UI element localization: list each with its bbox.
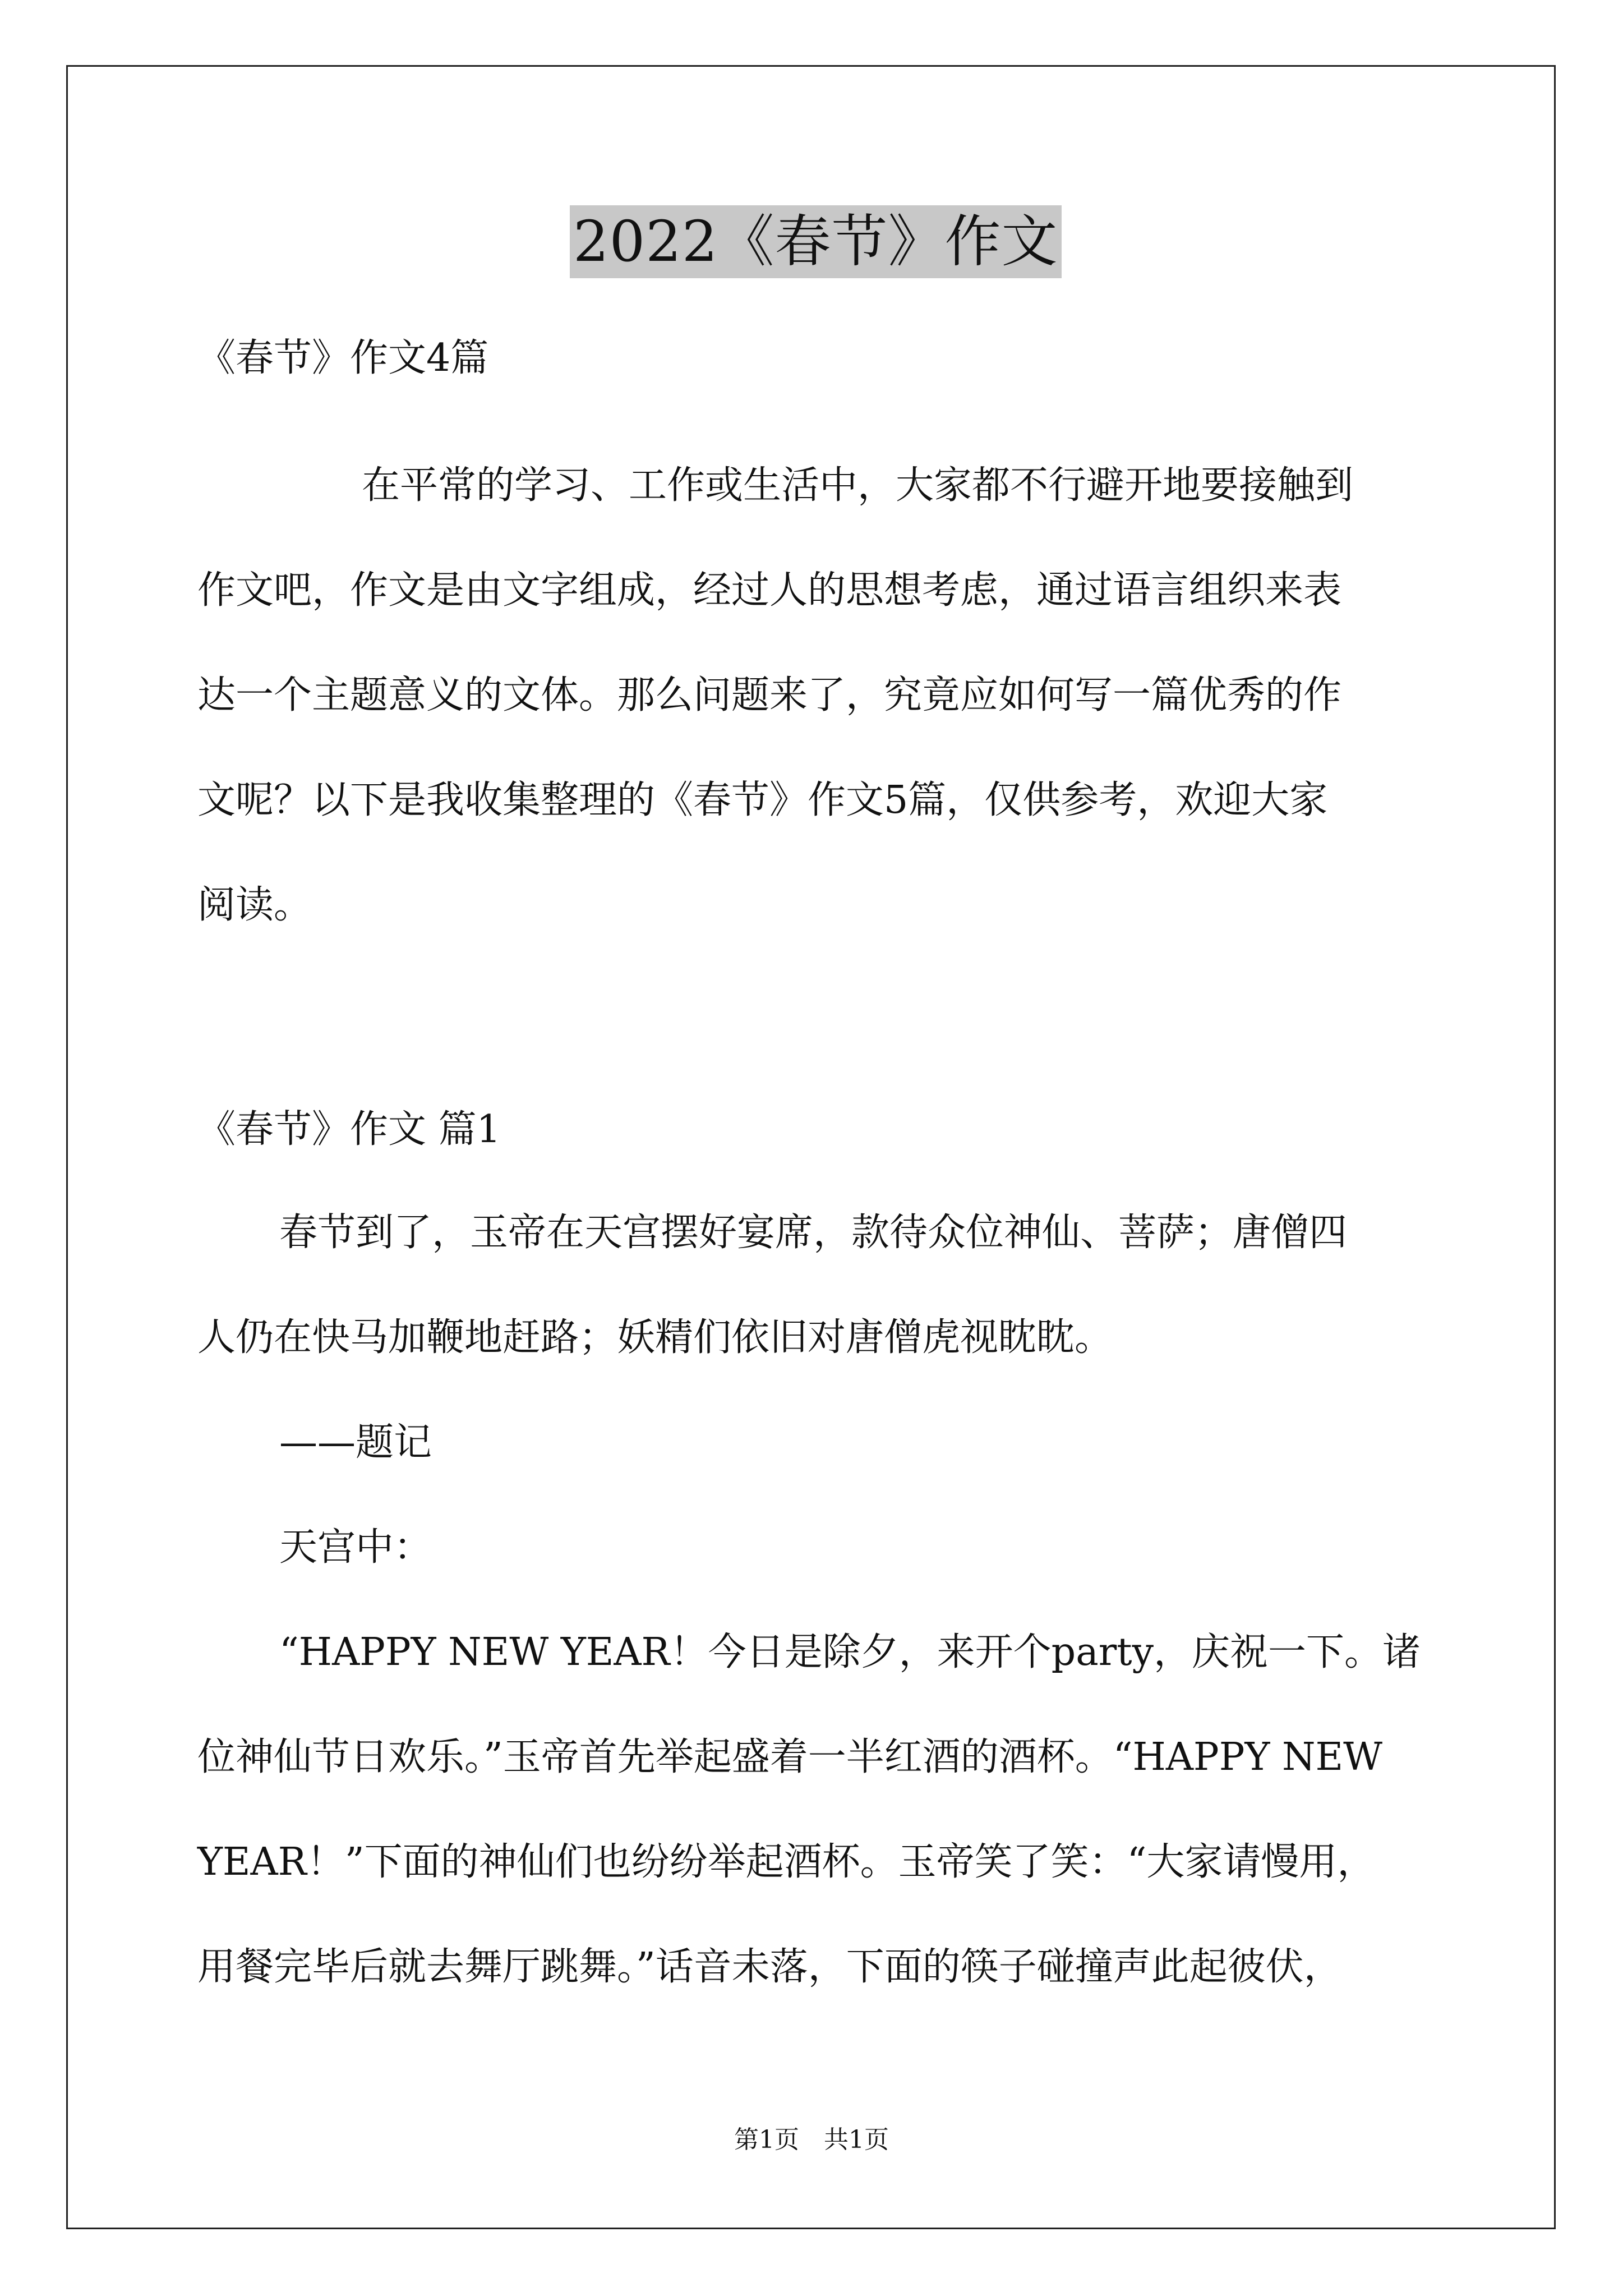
body-line-5: “HAPPY NEW YEAR！今日是除夕，来开个party，庆祝一下。诸 xyxy=(279,1630,1421,1674)
body-line-1: 春节到了，玉帝在天宫摆好宴席，款待众位神仙、菩萨；唐僧四 xyxy=(279,1211,1348,1255)
body-line-4: 天宫中： xyxy=(279,1525,432,1570)
intro-line-1: 在平常的学习、工作或生活中，大家都不行避开地要接触到 xyxy=(362,463,1354,508)
body-line-8: 用餐完毕后就去舞厅跳舞。”话音未落，下面的筷子碰撞声此起彼伏， xyxy=(197,1945,1342,1989)
body-line-3: ——题记 xyxy=(279,1420,432,1465)
intro-line-3: 达一个主题意义的文体。那么问题来了，究竟应如何写一篇优秀的作 xyxy=(197,673,1342,717)
body-line-6: 位神仙节日欢乐。”玉帝首先举起盛着一半红酒的酒杯。“HAPPY NEW xyxy=(197,1735,1382,1779)
body-line-7: YEAR！”下面的神仙们也纷纷举起酒杯。玉帝笑了笑：“大家请慢用， xyxy=(197,1840,1376,1884)
body-line-2: 人仍在快马加鞭地赶路；妖精们依旧对唐僧虎视眈眈。 xyxy=(197,1315,1113,1360)
page-footer: 第1页 共1页 xyxy=(734,2125,889,2154)
document-title: 2022《春节》作文 xyxy=(570,205,1062,278)
section-heading: 《春节》作文 篇1 xyxy=(197,1107,501,1152)
intro-line-5: 阅读。 xyxy=(197,883,312,927)
intro-line-4: 文呢？以下是我收集整理的《春节》作文5篇，仅供参考，欢迎大家 xyxy=(197,778,1328,822)
document-subtitle: 《春节》作文4篇 xyxy=(197,336,489,380)
intro-line-2: 作文吧，作文是由文字组成，经过人的思想考虑，通过语言组织来表 xyxy=(197,568,1342,613)
